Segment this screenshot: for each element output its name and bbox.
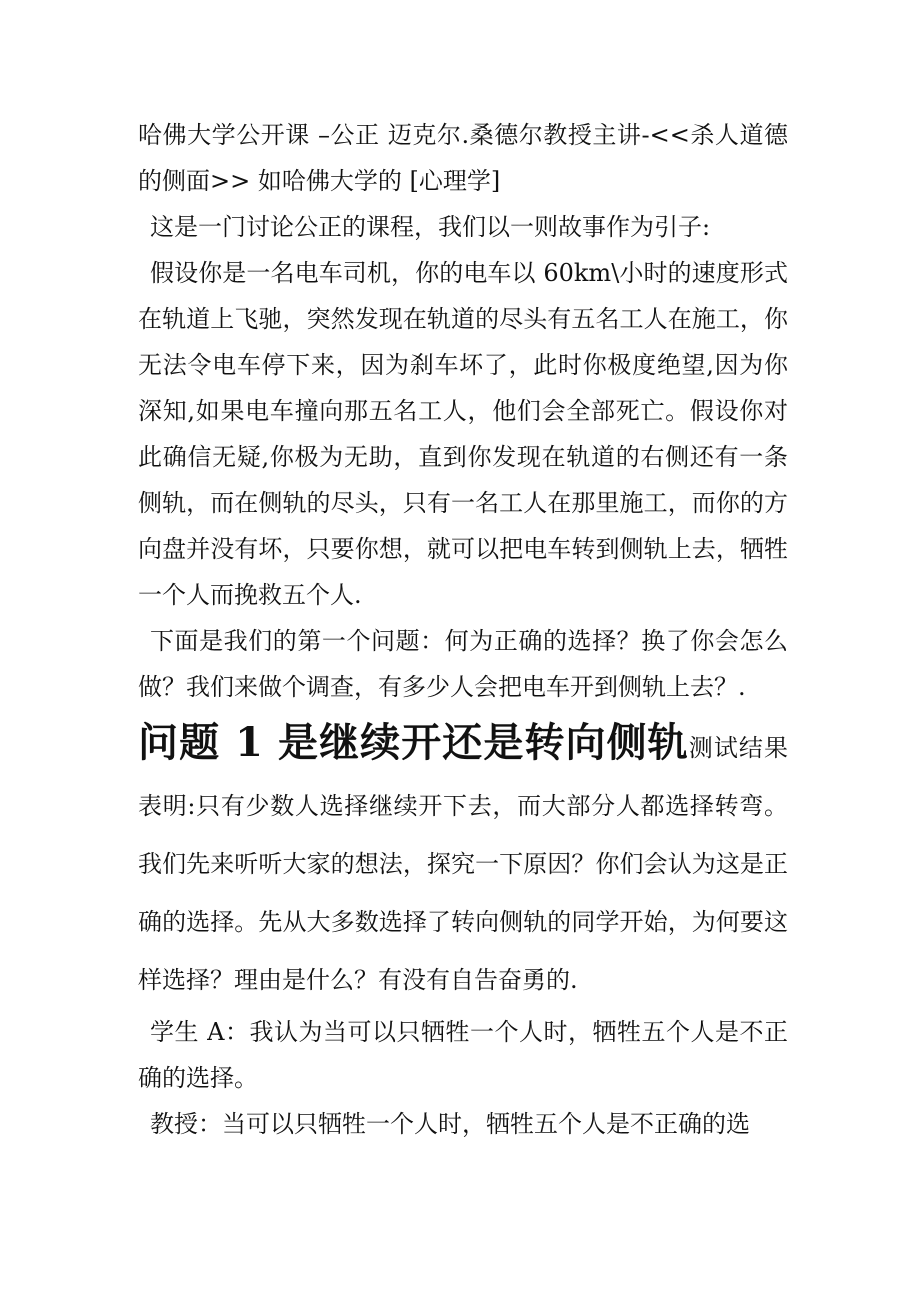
document-page — [138, 112, 788, 1147]
document-title: 哈佛大学公开课 –公正 迈克尔.桑德尔教授主讲-<<杀人道德的侧面>> 如哈佛大学的 [心理学] — [138, 121, 788, 195]
story-paragraph: 假设你是一名电车司机，你的电车以 60km\小时的速度形式在轨道上飞驰，突然发现在轨道的尽头有五名工人在施工，你无法令电车停下来，因为刹车坏了，此时你极度绝望,因为你深知,如果电车撞向那五名工人，他们会全部死亡。假设你对此确信无疑,你极为无助，直到你发现在轨道的右侧还有一条侧轨，而在侧轨的尽头，只有一名工人在那里施工，而你的方向盘并没有坏，只要你想，就可以把电车转到侧轨上去，牺牲一个人而挽救五个人. — [138, 259, 788, 609]
question-paragraph: 下面是我们的第一个问题：何为正确的选择？换了你会怎么做？我们来做个调查，有多少人会把电车开到侧轨上去？. — [138, 627, 788, 701]
question-1-heading: 问题 1 是继续开还是转向侧轨 — [138, 719, 689, 766]
question-1-block — [138, 714, 788, 1009]
intro-paragraph: 这是一门讨论公正的课程，我们以一则故事作为引子: — [150, 213, 711, 241]
student-a-paragraph: 学生 A：我认为当可以只牺牲一个人时，牺牲五个人是不正确的选择。 — [138, 1018, 788, 1092]
survey-result-text: 测试结果表明:只有少数人选择继续开下去，而大部分人都选择转弯。我们先来听听大家的想法，探究一下原因？你们会认为这是正确的选择。先从大多数选择了转向侧轨的同学开始，为何要这样选择？理由是什么？有没有自告奋勇的. — [138, 734, 788, 994]
professor-paragraph: 教授：当可以只牺牲一个人时，牺牲五个人是不正确的选 — [150, 1110, 750, 1138]
